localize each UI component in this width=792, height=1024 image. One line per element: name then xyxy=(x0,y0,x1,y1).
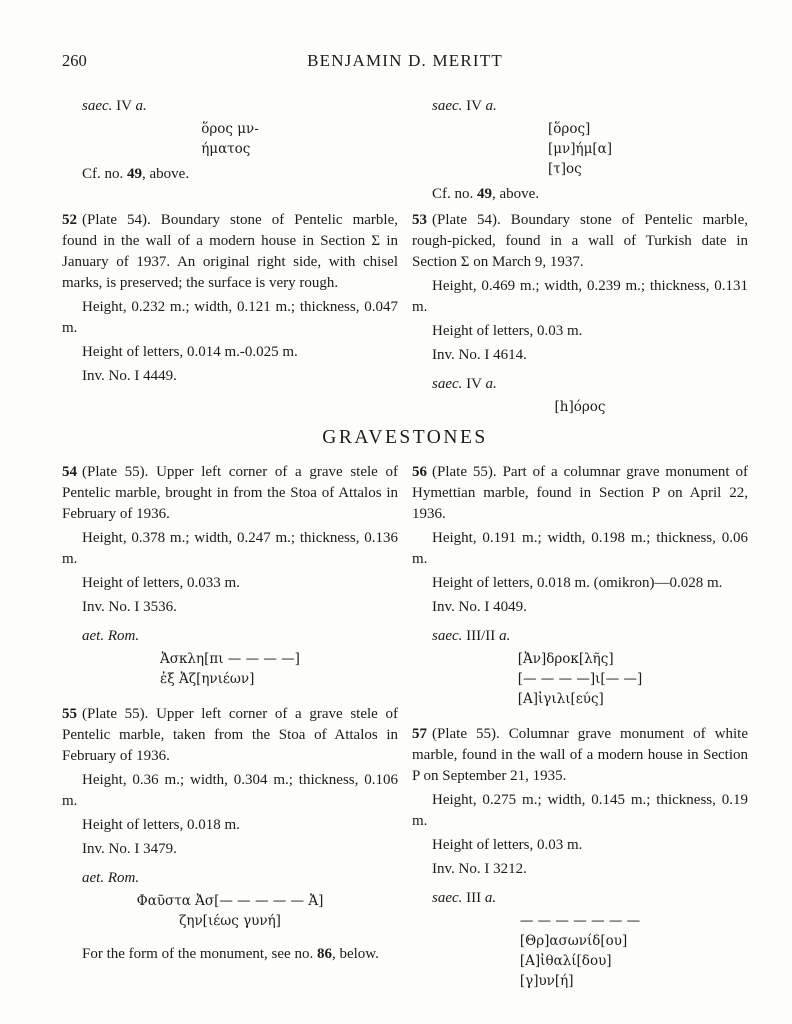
date-era-suffix: Rom. xyxy=(107,628,140,644)
entry-description-text: (Plate 54). Boundary stone of Pentelic marble, rough-picked, found in a wall of Turkish date in Section Σ on March 9, 1937. xyxy=(412,212,748,270)
entry-description xyxy=(412,462,748,525)
entry-number: 53 xyxy=(412,212,427,228)
entry-description-text: (Plate 54). Boundary stone of Pentelic marble, found in the wall of a modern house in Section Σ in January of 1937. An original right side, with chisel marks, is preserved; the surface is very rough. xyxy=(62,212,398,291)
entry-dimensions: Height, 0.275 m.; width, 0.145 m.; thickness, 0.19 m. xyxy=(412,792,748,829)
entry-inventory-number: Inv. No. I 4614. xyxy=(432,347,527,363)
cross-reference-number: 49 xyxy=(127,166,142,182)
greek-line: [μν]ήμ[α] xyxy=(547,141,613,157)
entry-inventory-number: Inv. No. I 3212. xyxy=(432,861,527,877)
boundary-stones-section xyxy=(62,96,748,418)
page-header xyxy=(62,50,748,72)
greek-inscription-lines xyxy=(555,397,606,417)
date-numeral: III/II xyxy=(466,628,496,644)
cross-reference xyxy=(62,164,398,185)
cross-reference-number: 49 xyxy=(477,186,492,202)
greek-line: ζην[ιέως γυνή] xyxy=(179,913,281,929)
entry-dimensions: Height, 0.378 m.; width, 0.247 m.; thickness, 0.136 m. xyxy=(62,530,398,567)
entry-letter-height: Height of letters, 0.018 m. xyxy=(82,817,240,833)
entry-note xyxy=(62,944,398,965)
greek-line: [Θρ]ασωνίδ[ου] xyxy=(519,933,628,949)
date-era-label: aet. xyxy=(82,628,105,644)
date-era-suffix: a. xyxy=(499,628,511,644)
greek-inscription xyxy=(62,891,398,932)
entry-description-text: (Plate 55). Part of a columnar grave monument of Hymettian marble, found in Section P on April 22, 1936. xyxy=(412,464,748,522)
entry-dimensions: Height, 0.232 m.; width, 0.121 m.; thickness, 0.047 m. xyxy=(62,299,398,336)
entry-date xyxy=(412,96,748,117)
entry-letter-height: Height of letters, 0.018 m. (omikron)—0.028 m. xyxy=(432,575,723,591)
date-era-label: saec. xyxy=(432,628,463,644)
entry-number: 57 xyxy=(412,726,427,742)
entry-dimensions: Height, 0.469 m.; width, 0.239 m.; thickness, 0.131 m. xyxy=(412,278,748,315)
greek-line: [Α]ἰθαλί[δου] xyxy=(519,953,612,969)
left-column xyxy=(62,462,398,980)
entry-number: 52 xyxy=(62,212,77,228)
date-era-label: saec. xyxy=(432,98,463,114)
left-column xyxy=(62,96,398,387)
running-head: BENJAMIN D. MERITT xyxy=(307,51,503,70)
entry-dimensions: Height, 0.36 m.; width, 0.304 m.; thickness, 0.106 m. xyxy=(62,772,398,809)
greek-line: [Α]ἰγιλι[εύς] xyxy=(517,691,604,707)
entry-52 xyxy=(62,210,398,387)
date-numeral: IV xyxy=(466,98,482,114)
entry-number: 54 xyxy=(62,464,77,480)
greek-inscription-lines xyxy=(520,911,640,991)
page-number: 260 xyxy=(62,51,87,70)
greek-line: [h]όρος xyxy=(554,399,606,415)
entry-number: 55 xyxy=(62,706,77,722)
greek-line: ἐξ Ἀζ[ηνιέων] xyxy=(160,671,255,687)
entry-55 xyxy=(62,704,398,965)
entry-date xyxy=(62,868,398,889)
entry-letter-height: Height of letters, 0.033 m. xyxy=(82,575,240,591)
greek-line: ήματος xyxy=(201,141,251,157)
entry-description-text: (Plate 55). Upper left corner of a grave stele of Pentelic marble, taken from the Stoa of Attalos in February of 1936. xyxy=(62,706,398,764)
cross-reference-text: Cf. no. xyxy=(432,186,474,202)
date-era-suffix: a. xyxy=(485,376,497,392)
entry-description-text: (Plate 55). Columnar grave monument of white marble, found in the wall of a modern house in Section P on September 21, 1935. xyxy=(412,726,748,784)
entry-number: 56 xyxy=(412,464,427,480)
greek-inscription xyxy=(412,397,748,418)
entry-letter-height: Height of letters, 0.03 m. xyxy=(432,323,583,339)
greek-line: [γ]υν[ή] xyxy=(519,973,574,989)
greek-inscription-lines xyxy=(518,649,643,709)
entry-date xyxy=(412,374,748,395)
cross-reference xyxy=(412,184,748,205)
greek-lacuna-dashes: — — — — — — — xyxy=(519,913,641,929)
date-era-suffix: a. xyxy=(484,890,497,906)
right-column xyxy=(412,96,748,418)
greek-line: [ὅρος] xyxy=(547,121,591,137)
greek-line: Φαῦστα Ἀσ[— — — — — Ἀ] xyxy=(136,893,324,909)
greek-line: [τ]ος xyxy=(547,161,582,177)
greek-line: ὅρος μν- xyxy=(201,121,259,137)
entry-note-text: For the form of the monument, see no. xyxy=(82,946,314,962)
entry-54 xyxy=(62,462,398,690)
entry-53 xyxy=(412,210,748,418)
inscription-block-51a xyxy=(412,96,748,204)
entry-inventory-number: Inv. No. I 4049. xyxy=(432,599,527,615)
date-numeral: IV xyxy=(466,376,482,392)
entry-56 xyxy=(412,462,748,710)
entry-letter-height: Height of letters, 0.014 m.-0.025 m. xyxy=(82,344,298,360)
entry-letter-height: Height of letters, 0.03 m. xyxy=(432,837,583,853)
date-era-label: aet. xyxy=(82,870,105,886)
greek-inscription-lines xyxy=(137,891,324,931)
date-era-suffix: Rom. xyxy=(107,870,140,886)
date-era-label: saec. xyxy=(432,890,463,906)
date-era-suffix: a. xyxy=(135,98,147,114)
entry-date xyxy=(412,888,748,909)
cross-reference-suffix: , above. xyxy=(492,186,540,202)
right-column xyxy=(412,462,748,992)
greek-line: Ἀσκλη[πι — — — —] xyxy=(160,651,300,667)
date-numeral: III xyxy=(466,890,482,906)
entry-description xyxy=(412,724,748,787)
gravestones-section xyxy=(62,462,748,992)
entry-date xyxy=(412,626,748,647)
entry-inventory-number: Inv. No. I 4449. xyxy=(82,368,177,384)
cross-reference-suffix: , above. xyxy=(142,166,190,182)
date-era-label: saec. xyxy=(432,376,463,392)
entry-description xyxy=(62,462,398,525)
entry-description xyxy=(62,704,398,767)
entry-note-number: 86 xyxy=(316,946,332,962)
greek-inscription xyxy=(62,649,398,690)
greek-line: [Ἀν]δροκ[λῆς] xyxy=(517,651,614,667)
greek-line: [— — — —]ι[— —] xyxy=(517,671,643,687)
entry-date xyxy=(62,626,398,647)
greek-inscription xyxy=(412,649,748,710)
entry-date xyxy=(62,96,398,117)
inscription-block-51 xyxy=(62,96,398,204)
entry-dimensions: Height, 0.191 m.; width, 0.198 m.; thickness, 0.06 m. xyxy=(412,530,748,567)
greek-inscription-lines xyxy=(160,649,300,689)
entry-inventory-number: Inv. No. I 3479. xyxy=(82,841,177,857)
entry-inventory-number: Inv. No. I 3536. xyxy=(82,599,177,615)
cross-reference-text: Cf. no. xyxy=(82,166,124,182)
date-era-suffix: a. xyxy=(485,98,497,114)
entry-description xyxy=(412,210,748,273)
entry-description xyxy=(62,210,398,294)
section-heading: GRAVESTONES xyxy=(322,427,488,448)
greek-inscription-lines xyxy=(201,119,259,159)
date-era-label: saec. xyxy=(82,98,113,114)
entry-note-suffix: , below. xyxy=(331,946,379,962)
greek-inscription xyxy=(412,911,748,992)
entry-57 xyxy=(412,724,748,992)
greek-inscription xyxy=(62,119,398,160)
entry-description-text: (Plate 55). Upper left corner of a grave stele of Pentelic marble, brought in from the Stoa of Attalos in February of 1936. xyxy=(62,464,398,522)
date-numeral: IV xyxy=(116,98,132,114)
greek-inscription xyxy=(412,119,748,180)
greek-inscription-lines xyxy=(548,119,612,179)
